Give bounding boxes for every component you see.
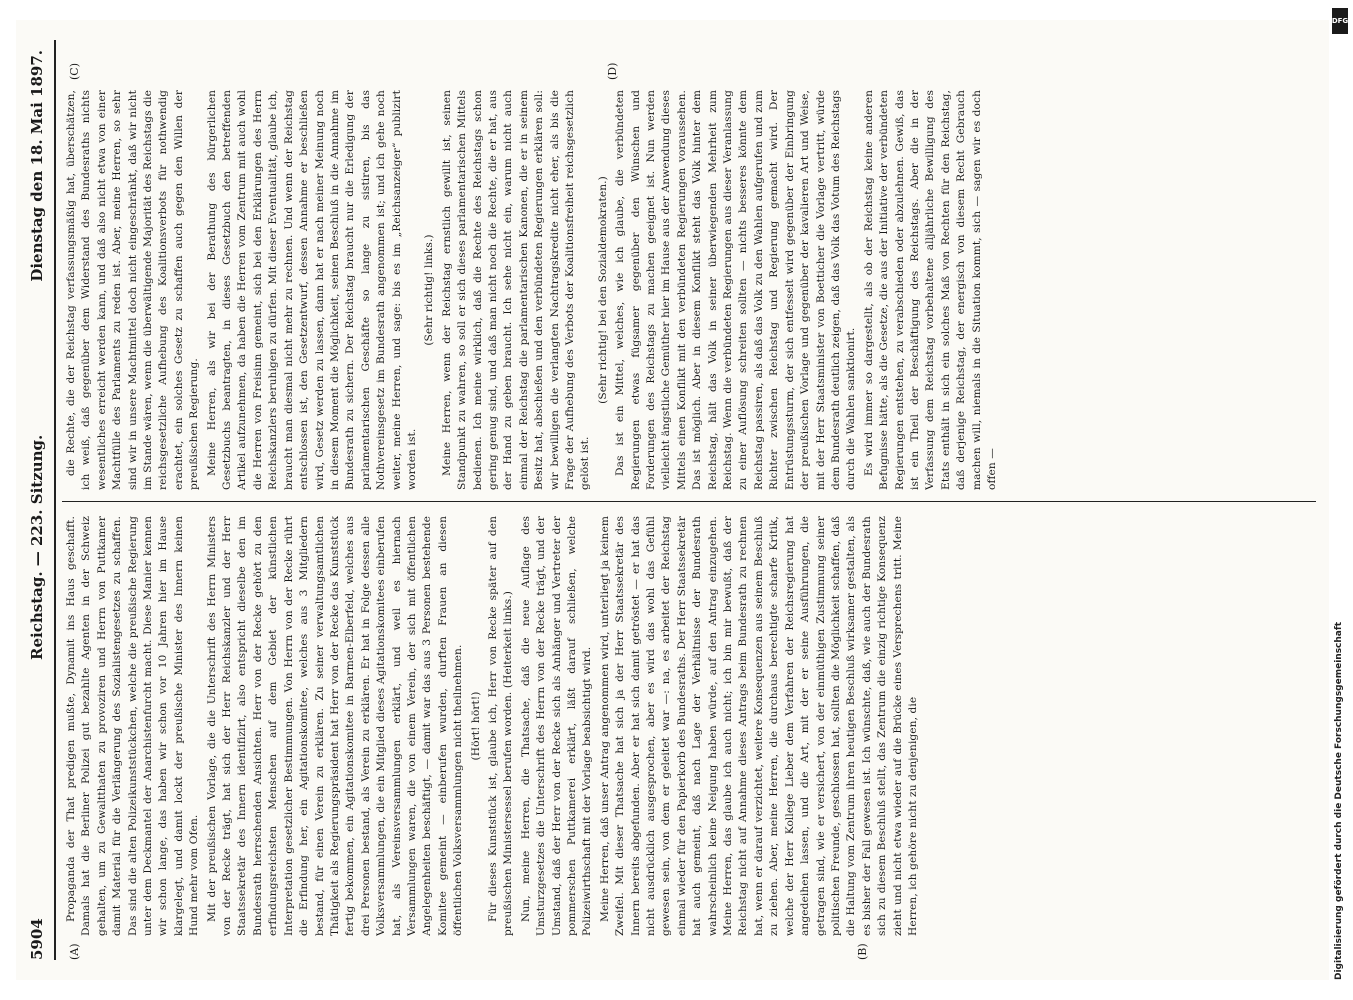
paragraph: Propaganda der That predigen mußte, Dynamit ins Haus geschafft. Damals hat die Berliner Polizei gut bezahlte Agenten in der Schweiz gehalten, um zu Gewaltthaten zu provoziren und Herrn von Puttkamer damit Material für die Verlängerung des Sozialistengesetzes zu schaffen. Das sind die alten Polizeikunststückchen, welche die preußische Regierung unter dem Deckmantel der Anarchistenfurcht macht. Diese Manier kennen wir schon lange, das haben wir schon vor 10 Jahren hier im Hause klargelegt, und damit lockt der preußische Minister des Innern keinen Hund mehr vom Ofen. xyxy=(65,516,201,936)
paragraph: Mit der preußischen Vorlage, die die Unterschrift des Herrn Ministers von der Recke trägt, hat sich der Herr Reichskanzler und der Herr Staatssekretär des Innern identifizirt, also entspricht dieselbe den im Bundesrath herrschenden Ansichten. Herr von der Recke gehört zu den erfindungsreichsten Menschen auf dem Gebiet der künstlichen Interpretation gesetzlicher Bestimmungen. Von Herrn von der Recke rührt die Erfindung her, ein Agitationskomitee, welches aus 3 Mitgliedern bestand, für einen Verein zu erklären. Zu seiner verwaltungsamtlichen Thätigkeit als Regierungspräsident hat Herr von der Recke das Kunststück fertig bekommen, ein Agitationskomitee in Barmen-Elberfeld, welches aus drei Personen bestand, als Verein zu erklären. Er hat in Folge dessen alle Volksversammlungen, die ein Mitglied dieses Agitationskomitees einberufen hat, als Vereinsversammlungen erklärt, und weil es hiernach Versammlungen waren, die von einem Verein, der sich mit öffentlichen Angelegenheiten beschäftigt, — damit war das aus 3 Personen bestehende Komitee gemeint — einberufen wurden, durften Frauen an diesen öffentlichen Volksversammlungen nicht theilnehmen. xyxy=(205,516,465,936)
dfg-logo: DFG xyxy=(1332,8,1348,34)
margin-marker-b: (B) xyxy=(856,943,869,960)
session-date: Dienstag den 18. Mai 1897. xyxy=(28,50,46,282)
paragraph: Nun, meine Herren, die Thatsache, daß die neue Auflage des Umsturzgesetzes die Unterschrift des Herrn von der Recke trägt, und der Umstand, daß der Herr von der Recke sich als Anhänger und Vertreter der pommerschen Puttkamerei erklärt, läßt darauf schließen, welche Polizeiwirthschaft mit der Vorlage beabsichtigt wird. xyxy=(519,516,594,936)
margin-marker-c: (C) xyxy=(68,63,81,80)
paragraph: Meine Herren, daß unser Antrag angenommen wird, unterliegt ja keinem Zweifel. Mit dieser Thatsache hat sich ja der Herr Staatssekretär des Innern bereits abgefunden. Aber er hat sich damit getröstet — er hat das nicht ausdrücklich ausgesprochen, aber es wird das wohl das Gefühl gewesen sein, von dem er geleitet war —: na, es arbeitet der Reichstag einmal wieder für den Papierkorb des Bundesraths. Der Herr Staatssekretär hat auch gemeint, daß nach Lage der Verhältnisse der Bundesrath wahrscheinlich keine Neigung haben würde, auf den Antrag einzugehen. Meine Herren, das glaube ich auch nicht; ich bin mir bewußt, daß der Reichstag nicht auf Annahme dieses Antrags beim Bundesrath zu rechnen hat, wenn er darauf verzichtet, weitere Konsequenzen aus seinem Beschluß zu ziehen. Aber, meine Herren, die durchaus berechtigte scharfe Kritik, welche der Herr Kollege Lieber dem Verfahren der Reichsregierung hat angedeihen lassen, und die Art, mit der er seine Ausführungen, die getragen sind, wie er versichert, von der einmüthigen Zustimmung seiner politischen Freunde, geschlossen hat, sollten die Möglichkeit schaffen, daß die Haltung vom Zentrum ihren heutigen Beschluß wirksamer gestalten, als es bisher der Fall gewesen ist. Ich wünschte, daß, wie auch der Bundesrath sich zu diesem Beschluß stellt, das Zentrum die einzig richtige Konsequenz zieht und nicht etwa wieder auf die Brücke eines Versprechens tritt. Meine Herren, ich gehöre nicht zu denjenigen, die xyxy=(598,516,919,936)
interjection: (Sehr richtig! links.) xyxy=(423,234,436,346)
paragraph: Es wird immer so dargestellt, als ob der Reichstag keine anderen Befugnisse hätte, als die Gesetze, die aus der Initiative der verbündeten Regierungen entstehen, zu verabschieden oder abzulehnen. Gewiß, das ist ein Theil der Beschäftigung des Reichstags. Aber die in der Verfassung dem Reichstag vorbehaltene alljährliche Bewilligung des Etats enthält in sich ein solches Maß von Rechten für den Reichstag, daß derjenige Reichstag, der energisch von diesem Recht Gebrauch machen will, niemals in die Situation kommt, sich — sagen wir es doch offen — xyxy=(862,90,998,490)
interjection: (Sehr richtig! bei den Sozialdemokraten.) xyxy=(596,176,609,404)
left-column xyxy=(64,516,1316,936)
margin-marker-a: (A) xyxy=(68,943,81,960)
funding-credit: Digitalisierung gefördert durch die Deutsche Forschungsgemeinschaft xyxy=(1334,621,1344,980)
header-rule xyxy=(54,40,56,960)
paragraph: Meine Herren, als wir bei der Berathung des bürgerlichen Gesetzbuchs beantragten, in dieses Gesetzbuch den betreffenden Artikel aufzunehmen, da haben die Herren vom Zentrum mit auch wohl die Herren von Freisinn gemeint, sich bei den Erklärungen des Herrn Reichskanzlers beruhigen zu dürfen. Mit dieser Eventualität, glaube ich, braucht man diesmal nicht mehr zu rechnen. Und wenn der Reichstag entschlossen ist, den Gesetzentwurf, dessen Annahme er beschließen wird, Gesetz werden zu lassen, dann hat er nach meiner Meinung noch in diesem Moment die Möglichkeit, seinen Beschluß in die Annahme im Bundesrath zu sichern. Der Reichstag braucht nur die Erledigung der parlamentarischen Geschäfte so lange zu sistiren, bis das Nothvereinsgesetz im Bundesrath angenommen ist; und ich gehe noch weiter, meine Herren, und sage: bis es im „Reichsanzeiger“ publizirt worden ist. xyxy=(205,90,418,490)
paragraph: Das ist ein Mittel, welches, wie ich glaube, die verbündeten Regierungen etwas fügsamer gegenüber den Wünschen und Forderungen des Reichstags zu machen geeignet ist. Nun werden vielleicht ängstliche Gemüther hier im Hause aus der Anwendung dieses Mittels einen Konflikt mit den verbündeten Regierungen voraussehen. Das ist möglich. Aber in diesem Konflikt steht das Volk hinter dem Reichstag, hält das Volk in seiner überwiegenden Mehrheit zum Reichstag. Wenn die verbündeten Regierungen aus dieser Veranlassung zu einer Auflösung schreiten sollten — nichts besseres könnte dem Reichstag passiren, als daß das Volk zu den Wahlen aufgerufen und zum Richter zwischen Reichstag und Regierung gemacht wird. Der Entrüstungssturm, der sich entfesselt wird gegenüber der Einbringung der preußischen Vorlage und gegenüber der kavalieren Art und Weise, mit der Herr Staatsminister von Boetticher die Vorlage vertritt, würde dem Bundesrath deutlich zeigen, daß das Volk das Votum des Reichstags durch die Wahlen sanktionirt. xyxy=(614,90,858,490)
digitization-sidebar xyxy=(1329,0,1353,1000)
paragraph: Meine Herren, wenn der Reichstag ernstlich gewillt ist, seinen Standpunkt zu wahren, so soll er sich dieses parlamentarischen Mittels bedienen. Ich meine wirklich, daß die Rechte des Reichstags schon gering genug sind, und daß man nicht noch die Rechte, die er hat, aus der Hand zu geben braucht. Ich sehe nicht ein, warum nicht auch einmal der Reichstag die parlamentarischen Kanonen, die er in seinem Besitz hat, abschießen und den verbündeten Regierungen erklären soll: wir bewilligen die verlangten Nachtragskredite nicht eher, als bis die Frage der Aufhebung des Verbots der Koalitionsfreiheit reichsgesetzlich gelöst ist. xyxy=(440,90,592,490)
right-column xyxy=(64,90,1316,490)
scanned-page xyxy=(16,20,1336,980)
page-header xyxy=(24,40,52,960)
paragraph: die Rechte, die der Reichstag verfassungsmäßig hat, überschätzen, ich weiß, daß gegenüber dem Widerstand des Bundesraths nichts wesentliches erreicht werden kann, und daß also nicht etwa von einer Machtfülle des Parlaments zu reden ist. Aber, meine Herren, so sehr sind wir in unsere Machtmittel doch nicht eingeschränkt, daß wir nicht im Stande wären, wenn die überwältigende Majorität des Reichstags die reichsgesetzliche Aufhebung des Koalitionsverbots für nothwendig erachtet, ein solches Gesetz zu schaffen auch gegen den Willen der preußischen Regierung. xyxy=(65,90,201,490)
session-title: Reichstag. — 223. Sitzung. xyxy=(28,434,46,660)
column-divider xyxy=(62,501,1316,502)
paragraph: Für dieses Kunststück ist, glaube ich, Herr von Recke später auf den preußischen Ministersessel berufen worden. (Heiterkeit links.) xyxy=(486,516,515,936)
page-number: 5904 xyxy=(28,918,46,960)
margin-marker-d: (D) xyxy=(606,62,619,80)
interjection: (Hört! hört!) xyxy=(469,691,482,761)
